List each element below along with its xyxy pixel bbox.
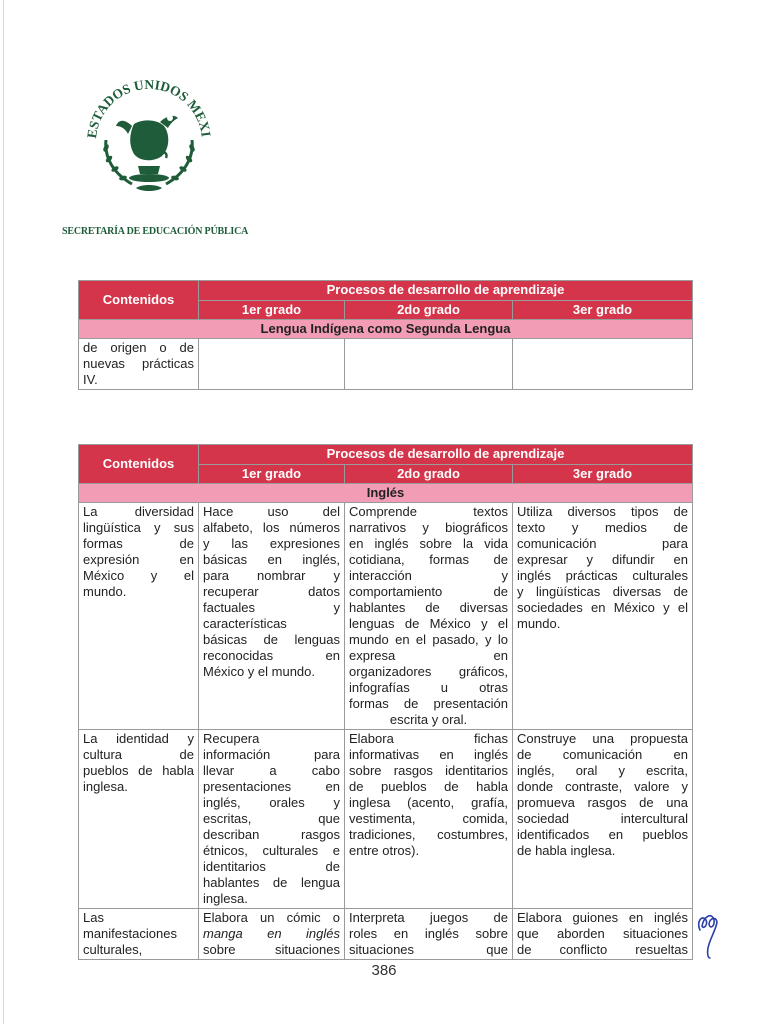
grade-3-cell: Construye una propuesta de comunicación en inglés, oral y escrita, donde contraste, valore y promueva rasgos de una sociedad intercultural identificados en pueblos de habla inglesa. [513, 730, 693, 909]
table-row [79, 339, 693, 390]
learning-table-ingles [78, 444, 693, 960]
header-grade-1: 1er grado [199, 465, 345, 484]
page-edge [3, 0, 4, 1024]
category-row: Lengua Indígena como Segunda Lengua [79, 320, 693, 339]
header-grade-2: 2do grado [345, 301, 513, 320]
coat-of-arms-seal [74, 62, 224, 212]
grade-1-cell: Recupera información para llevar a cabo presentaciones en inglés, orales y escritas, que describan rasgos étnicos, culturales e identitarios de hablantes de lengua inglesa. [199, 730, 345, 909]
header-grade-3: 3er grado [513, 465, 693, 484]
header-procesos: Procesos de desarrollo de aprendizaje [199, 281, 693, 301]
contenido-cell: La diversidad lingüística y sus formas de expresión en México y el mundo. [79, 503, 199, 730]
grade-2-cell: Interpreta juegos de roles en inglés sobre situaciones que [345, 909, 513, 960]
grade-3-cell: Elabora guiones en inglés que aborden situaciones de conflicto resueltas [513, 909, 693, 960]
contenido-cell: La identidad y cultura de pueblos de habla inglesa. [79, 730, 199, 909]
header-procesos: Procesos de desarrollo de aprendizaje [199, 445, 693, 465]
contenido-cell: de origen o de nuevas prácticas IV. [79, 339, 199, 390]
grade-1-cell [199, 339, 345, 390]
table-row [79, 909, 693, 960]
handwritten-signature [694, 908, 720, 960]
grade-3-cell: Utiliza diversos tipos de texto y medios de comunicación para expresar y difundir en inglés prácticas culturales y lingüísticas diversas de sociedades en México y el mundo. [513, 503, 693, 730]
page-number: 386 [371, 962, 397, 979]
grade-2-cell: Elabora fichas informativas en inglés sobre rasgos identitarios de pueblos de habla inglesa (acento, grafía, vestimenta, comida, tradiciones, costumbres, entre otros). [345, 730, 513, 909]
header-grade-3: 3er grado [513, 301, 693, 320]
grade-1-cell: Hace uso del alfabeto, los números y las expresiones básicas en inglés, para nombrar y recuperar datos factuales y características básicas de lenguas reconocidas en México y el mundo. [199, 503, 345, 730]
contenido-cell: Las manifestaciones culturales, [79, 909, 199, 960]
category-row: Inglés [79, 484, 693, 503]
svg-text:ESTADOS UNIDOS MEXICANOS: ESTADOS UNIDOS MEXI [84, 76, 214, 140]
grade-3-cell [513, 339, 693, 390]
grade-1-cell: Elabora un cómic o manga en inglés sobre situaciones [199, 909, 345, 960]
header-grade-2: 2do grado [345, 465, 513, 484]
learning-table-lengua-indigena [78, 280, 693, 390]
table-row [79, 730, 693, 909]
table-row [79, 503, 693, 730]
header-contenidos: Contenidos [79, 281, 199, 320]
grade-2-cell: Comprende textos narrativos y biográficos en inglés sobre la vida cotidiana, formas de interacción y comportamiento de hablantes de diversas lenguas de México y el mundo en el pasado, y lo expresa en organizadores gráficos, infografías u otras formas de presentación escrita y oral. [345, 503, 513, 730]
header-contenidos: Contenidos [79, 445, 199, 484]
grade-2-cell [345, 339, 513, 390]
secretaria-label: SECRETARÍA DE EDUCACIÓN PÚBLICA [62, 226, 249, 237]
header-grade-1: 1er grado [199, 301, 345, 320]
